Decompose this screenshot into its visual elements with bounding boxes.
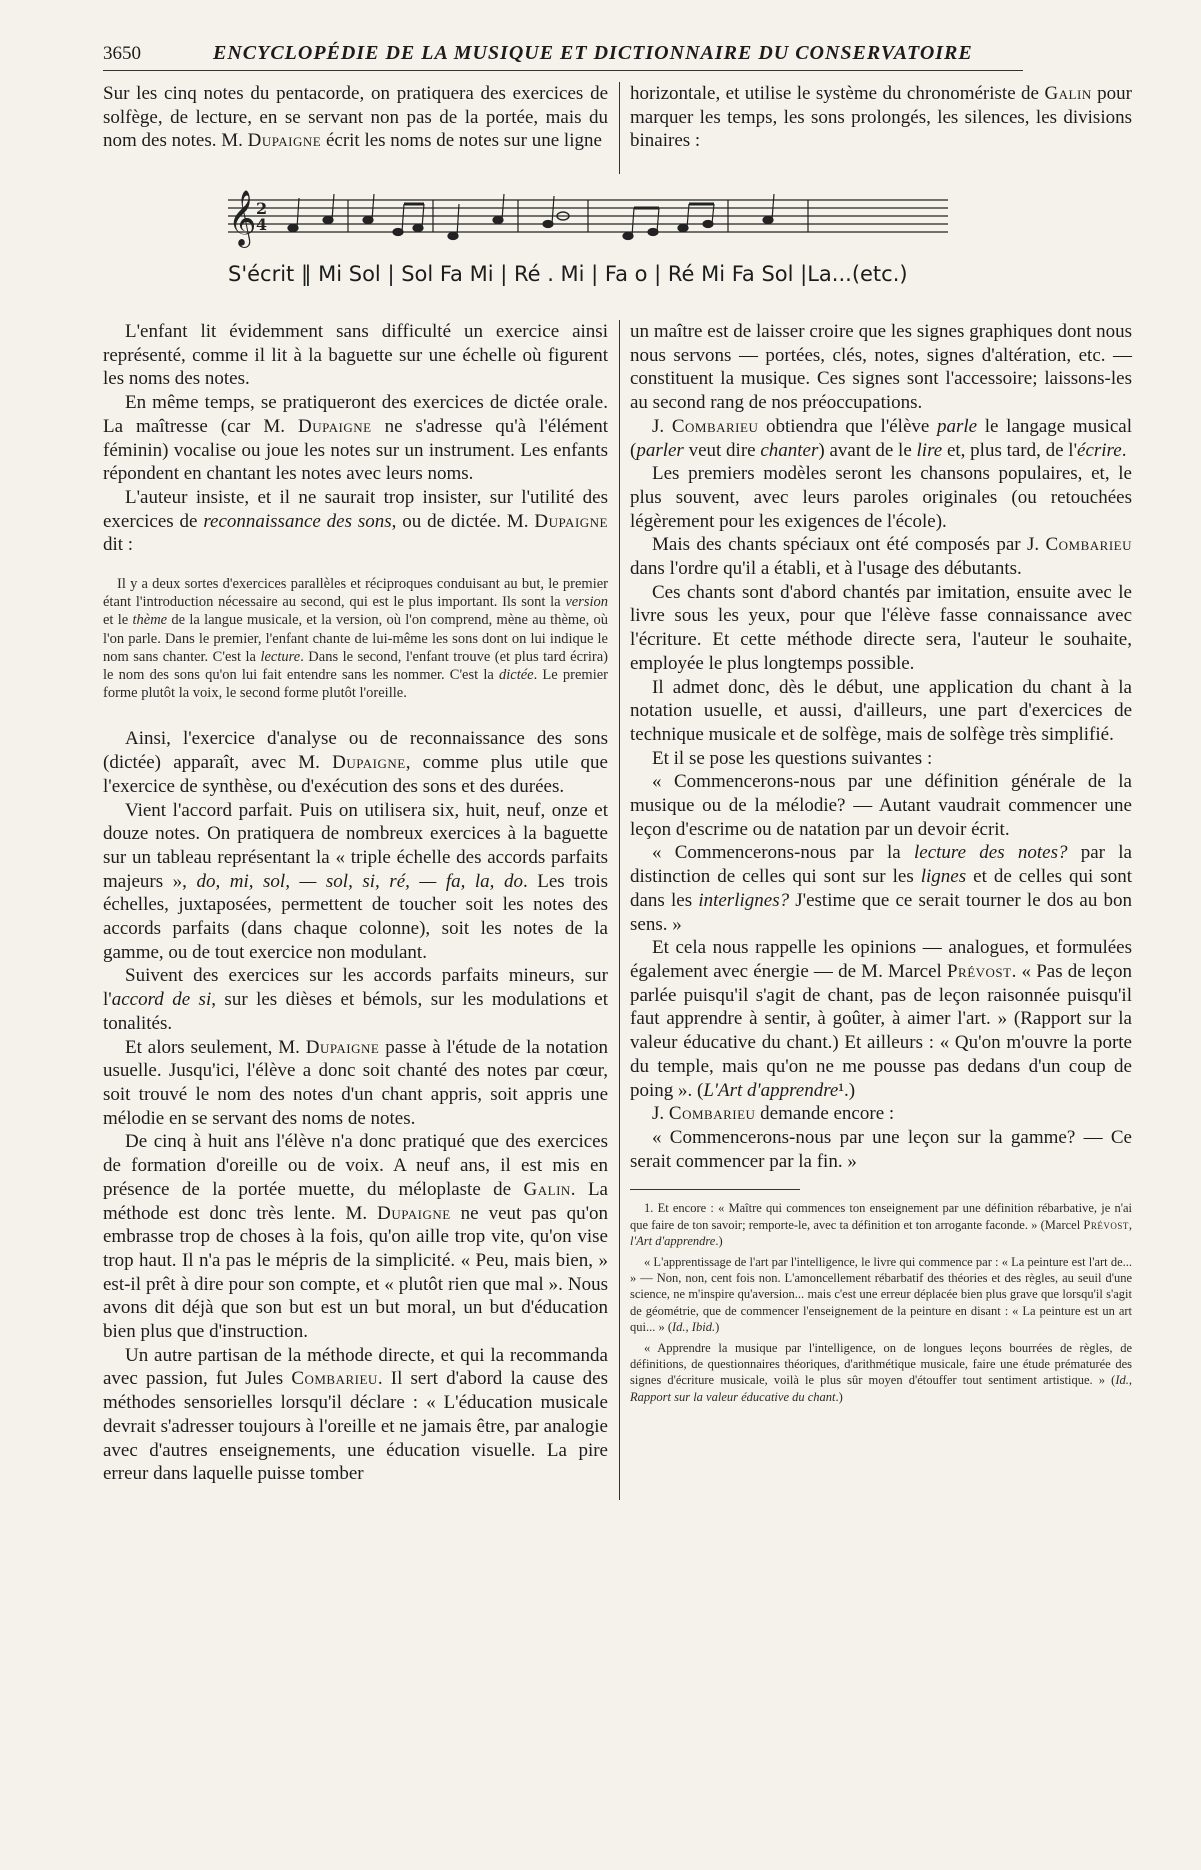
paragraph: « Commencerons-nous par la lecture des notes? par la distinction de celles qui sont sur les lignes et de celles qui sont dans les interlignes? J'estime que ce serait tourner le dos au bon sens. » bbox=[630, 842, 1133, 935]
paragraph: Et il se pose les questions suivantes : bbox=[652, 747, 933, 769]
intro-left-paragraph bbox=[103, 82, 608, 153]
paragraph: Ainsi, l'exercice d'analyse ou de reconnaissance des sons (dictée) apparaît, avec M. Dupaigne, comme plus utile que l'exercice de synthèse, ou d'exécution des sons et des durées. bbox=[103, 728, 608, 797]
paragraph: Un autre partisan de la méthode directe, et qui la recommanda avec passion, fut Jules Combarieu. Il sert d'abord la cause des méthodes sensorielles lorsqu'il déclare : « L'éducation musicale devrait s'adresser toujours à l'oreille et ne jamais être, par analogie avec d'autres enseignements, une éducation visuelle. La pire erreur dans laquelle puisse tomber bbox=[103, 1344, 608, 1485]
paragraph: Il admet donc, dès le début, une application du chant à la notation usuelle, et aussi, d'ailleurs, une part d'exercices de technique musicale et de solfège, mais de solfège très simplifié. bbox=[630, 676, 1132, 745]
text-run: pour marquer les temps, les sons prolongés, les silences, les divisions binaires : bbox=[630, 83, 1132, 152]
paragraph: L'enfant lit évidemment sans difficulté un exercice ainsi représenté, comme il lit à la baguette sur une échelle où figurent les noms des notes. bbox=[103, 321, 608, 390]
block-quote: Il y a deux sortes d'exercices parallèles et réciproques conduisant au but, le premier étant l'introduction nécessaire au second, qui est le plus important. Ils sont la version et le thème de la langue musicale, et la version, où l'on comprend, mène au thème, où l'on parle. Dans le premier, l'enfant chante de lui-même les sons dont on lui indique le nom sans chanter. C'est la lecture. Dans le second, l'enfant trouve (et plus tard écrira) le nom des sons qu'on lui fait entendre sans les nommer. C'est la dictée. Le premier forme plutôt la voix, le second forme plutôt l'oreille. bbox=[103, 576, 608, 702]
paragraph: Les premiers modèles seront les chansons populaires, et, le plus souvent, avec leurs paroles originales (ou retouchées légèrement pour les exigences de l'école). bbox=[630, 463, 1132, 532]
staff-notation bbox=[228, 190, 948, 270]
paragraph: Ces chants sont d'abord chantés par imitation, ensuite avec le livre sous les yeux, pour que l'élève fasse connaissance avec l'écriture. Et cette méthode directe sera, l'auteur le souhaite, employée le plus longtemps possible. bbox=[630, 581, 1132, 674]
text-run: écrit les noms de notes sur une ligne bbox=[321, 130, 602, 152]
paragraph: « Commencerons-nous par une leçon sur la gamme? — Ce serait commencer par la fin. » bbox=[630, 1126, 1132, 1172]
notes bbox=[288, 194, 774, 240]
column-divider-top bbox=[619, 82, 620, 174]
paragraph: En même temps, se pratiqueront des exercices de dictée orale. La maîtresse (car M. Dupaigne ne s'adresse qu'à l'élément féminin) vocalise ou joue les notes sur un instrument. Les enfants répondent en chantant les notes avec leurs noms. bbox=[103, 392, 608, 485]
paragraph: « Commencerons-nous par une définition générale de la musique ou de la mélodie? — Autant vaudrait commencer une leçon d'escrime ou de natation par un devoir écrit. bbox=[630, 771, 1132, 840]
paragraph: Suivent des exercices sur les accords parfaits mineurs, sur l'accord de si, sur les dièses et bémols, sur les modulations et tonalités. bbox=[103, 965, 608, 1034]
paragraph: De cinq à huit ans l'élève n'a donc pratiqué que des exercices de formation d'oreille ou de voix. A neuf ans, il est mis en présence de la portée muette, du méloplaste de Galin. La méthode est donc très lente. M. Dupaigne ne veut pas qu'on embrasse trop de choses à la fois, qu'on aille trop vite, qu'on vise trop haut. Il n'a pas le mépris de la simplicité. « Peu, mais bien, » est-il prêt à dire pour son compte, et « plutôt rien que mal ». Nous avons dit déjà que son but est un but moral, un but d'éducation bien plus que d'instruction. bbox=[103, 1131, 608, 1343]
author-name: Dupaigne bbox=[247, 130, 322, 152]
solfege-line: S'écrit ‖ Mi Sol | Sol Fa Mi | Ré . Mi | Fa o | Ré Mi Fa Sol |La...(etc.) bbox=[228, 262, 908, 286]
music-example bbox=[228, 190, 948, 310]
paragraph: J. Combarieu demande encore : bbox=[652, 1103, 895, 1125]
footnote-rule bbox=[630, 1189, 800, 1190]
page-number: 3650 bbox=[103, 43, 141, 64]
right-column bbox=[630, 320, 1132, 1409]
footnote: « Apprendre la musique par l'intelligence, on de longues leçons bourrées de règles, de définitions, de questionnaires théoriques, d'arithmétique musicale, faire une étude prématurée des signes d'écriture musicale, voilà le plus sûr moyen d'étouffer tout sentiment artistique. » (Id., Rapport sur la valeur éducative du chant.) bbox=[630, 1340, 1132, 1404]
treble-clef-icon: 𝄞 bbox=[228, 190, 257, 246]
text-run: horizontale, et utilise le système du chronomériste de bbox=[630, 83, 1045, 104]
paragraph: Et cela nous rappelle les opinions — analogues, et formulées également avec énergie — de M. Marcel Prévost. « Pas de leçon parlée puisqu'il s'agit de chant, pas de leçon raisonnée puisqu'il faut apprendre à sentir, à goûter, à aimer l'art. » (Rapport sur la valeur éducative du chant.) Et ailleurs : « Qu'on m'ouvre la porte du temple, mais qu'on ne me pousse pas dedans d'un coup de poing ». (L'Art d'apprendre¹.) bbox=[630, 937, 1132, 1101]
text-run: Sur les cinq notes du pentacorde, on pratiquera des exercices de solfège, de lecture, en se servant non pas de la portée, mais du nom des notes. M. bbox=[103, 83, 608, 152]
paragraph: un maître est de laisser croire que les signes graphiques dont nous nous servons — portées, clés, notes, signes d'altération, etc. — constituent la musique. Ces signes sont l'accessoire; laissons-les au second rang de nos préoccupations. bbox=[630, 321, 1132, 414]
paragraph: Vient l'accord parfait. Puis on utilisera six, huit, neuf, onze et douze notes. On pratiquera de nombreux exercices à la baguette sur un tableau représentant la « triple échelle des accords parfaits majeurs », do, mi, sol, — sol, si, ré, — fa, la, do. Les trois échelles, juxtaposées, permettent de toucher soit les notes des accords parfaits (dans chaque colonne), soit les notes de la gamme, ou de tout exercice non modulant. bbox=[103, 799, 608, 963]
author-name: Galin bbox=[1044, 83, 1092, 104]
page-header bbox=[103, 40, 1023, 71]
column-divider bbox=[619, 320, 620, 1500]
paragraph: Et alors seulement, M. Dupaigne passe à l'étude de la notation usuelle. Jusqu'ici, l'élève a donc soit chanté des notes par cœur, soit trouvé le nom des notes d'un chant appris, soit appris une mélodie en se servant des noms de notes. bbox=[103, 1036, 608, 1129]
time-sig-bottom: 4 bbox=[256, 215, 268, 234]
footnote: 1. Et encore : « Maître qui commences ton enseignement par une définition rébarbative, je n'ai que faire de ton savoir; remporte-le, avec ta définition et ton arrogante faconde. » (Marcel Prévost, l'Art d'apprendre.) bbox=[630, 1201, 1132, 1249]
running-title: ENCYCLOPÉDIE DE LA MUSIQUE ET DICTIONNAIRE DU CONSERVATOIRE bbox=[213, 42, 973, 64]
intro-right-paragraph bbox=[630, 82, 1132, 153]
footnote: « L'apprentissage de l'art par l'intelligence, le livre qui commence par : « La peinture est l'art de... » — Non, non, cent fois non. L'amoncellement rébarbatif des théories et des règles, au seuil d'une science, ne m'inspire qu'aversion... mais c'est une erreur déplacée bien plus grave que lorsqu'il s'agit de géométrie, que de commencer l'enseignement de la peinture en disant : « La peinture est un art qui... » (Id., Ibid.) bbox=[630, 1254, 1132, 1335]
paragraph: Mais des chants spéciaux ont été composés par J. Combarieu dans l'ordre qu'il a établi, et à l'usage des débutants. bbox=[630, 534, 1132, 580]
time-sig-top: 2 bbox=[256, 199, 268, 218]
paragraph: L'auteur insiste, et il ne saurait trop insister, sur l'utilité des exercices de reconnaissance des sons, ou de dictée. M. Dupaigne dit : bbox=[103, 486, 608, 556]
paragraph: J. Combarieu obtiendra que l'élève parle le langage musical (parler veut dire chanter) avant de le lire et, plus tard, de l'écrire. bbox=[630, 415, 1133, 461]
left-column bbox=[103, 320, 608, 1486]
